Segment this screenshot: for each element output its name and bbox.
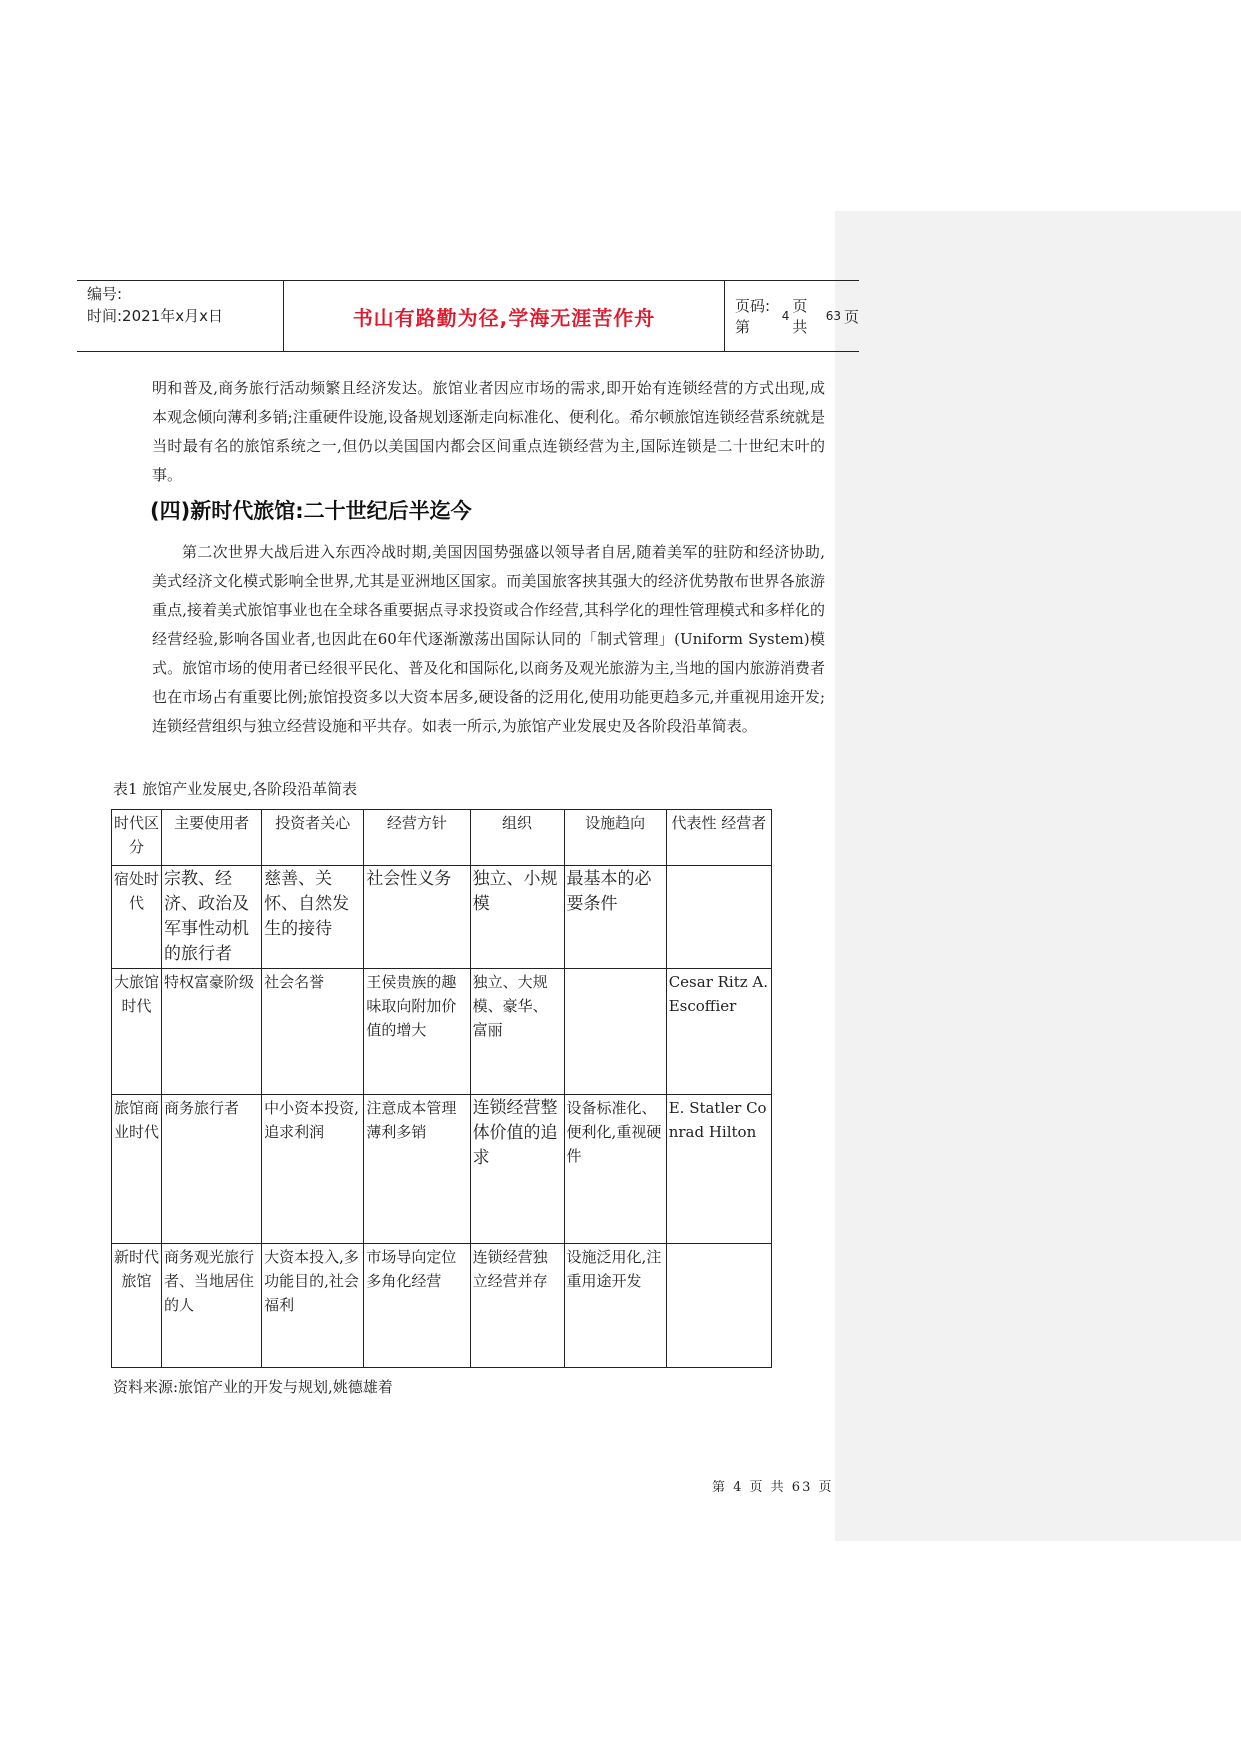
- header-cell: 组织: [470, 810, 564, 866]
- table-row: [112, 969, 772, 1095]
- table-cell: [666, 1244, 771, 1368]
- table-row: [112, 1244, 772, 1368]
- table-cell: 旅馆商业时代: [112, 1095, 162, 1244]
- table-cell: 市场导向定位多角化经营: [364, 1244, 470, 1368]
- comment-margin: [835, 211, 1241, 1541]
- header-number: 编号:: [87, 285, 123, 303]
- table-cell: 连锁经营整体价值的追求: [470, 1095, 564, 1244]
- table-cell: [666, 866, 771, 969]
- table-cell: 新时代旅馆: [112, 1244, 162, 1368]
- table-cell: 中小资本投资,追求利润: [262, 1095, 364, 1244]
- table-cell: 王侯贵族的趣味取向附加价值的增大: [364, 969, 470, 1095]
- table-cell: Cesar Ritz A.Escoffier: [666, 969, 771, 1095]
- header-cell: 代表性 经营者: [666, 810, 771, 866]
- table-cell: 大资本投入,多功能目的,社会福利: [262, 1244, 364, 1368]
- header-cell: 主要使用者: [162, 810, 262, 866]
- table-cell: 大旅馆时代: [112, 969, 162, 1095]
- table-cell: 独立、大规模、豪华、富丽: [470, 969, 564, 1095]
- table-cell: 设备标准化、便利化,重视硬件: [564, 1095, 666, 1244]
- header-page-number: [735, 281, 859, 351]
- table-cell: 社会性义务: [364, 866, 470, 969]
- table-cell: 最基本的必要条件: [564, 866, 666, 969]
- header-motto: 书山有路勤为径,学海无涯苦作舟: [283, 281, 725, 351]
- table-cell: 慈善、关怀、自然发生的接待: [262, 866, 364, 969]
- page-prefix: 页码:第: [735, 297, 771, 336]
- header-cell: 设施趋向: [564, 810, 666, 866]
- page-middle: 页 共: [792, 297, 808, 336]
- table-cell: 商务旅行者: [162, 1095, 262, 1244]
- paragraph-2: 第二次世界大战后进入东西冷战时期,美国因国势强盛以领导者自居,随着美军的驻防和经济协助,美式经济文化模式影响全世界,尤其是亚洲地区国家。而美国旅客挟其强大的经济优势散布世界各旅游重点,接着美式旅馆事业也在全球各重要据点寻求投资或合作经营,其科学化的理性管理模式和多样化的经营经验,影响各国业者,也因此在60年代逐渐激荡出国际认同的「制式管理」(Uniform System)模式。旅馆市场的使用者已经很平民化、普及化和国际化,以商务及观光旅游为主,当地的国内旅游消费者也在市场占有重要比例;旅馆投资多以大资本居多,硬设备的泛用化,使用功能更趋多元,并重视用途开发;连锁经营组织与独立经营设施和平共存。如表一所示,为旅馆产业发展史及各阶段沿革简表。: [152, 543, 825, 735]
- history-table: [111, 809, 772, 1368]
- page-current: 4: [781, 309, 790, 323]
- table-cell: 独立、小规模: [470, 866, 564, 969]
- paragraph-1: 明和普及,商务旅行活动频繁且经济发达。旅馆业者因应市场的需求,即开始有连锁经营的方式出现,成本观念倾向薄利多销;注重硬件设施,设备规划逐渐走向标准化、便利化。希尔顿旅馆连锁经营系统就是当时最有名的旅馆系统之一,但仍以美国国内都会区间重点连锁经营为主,国际连锁是二十世纪末叶的事。: [152, 379, 825, 484]
- table-header-row: [112, 810, 772, 866]
- table-caption: 表1 旅馆产业发展史,各阶段沿革简表: [113, 780, 358, 798]
- header-cell: 时代区分: [112, 810, 162, 866]
- page-header: [77, 280, 859, 352]
- header-info: [87, 283, 223, 327]
- header-time: 时间:2021年x月x日: [87, 307, 223, 325]
- table-cell: E. Statler Conrad Hilton: [666, 1095, 771, 1244]
- table-cell: 特权富豪阶级: [162, 969, 262, 1095]
- table-cell: 连锁经营独立经营并存: [470, 1244, 564, 1368]
- table-cell: [564, 969, 666, 1095]
- header-cell: 投资者关心: [262, 810, 364, 866]
- page-footer: 第 4 页 共 63 页: [712, 1480, 834, 1495]
- section-heading: (四)新时代旅馆:二十世纪后半迄今: [150, 499, 472, 523]
- table-cell: 商务观光旅行者、当地居住的人: [162, 1244, 262, 1368]
- page-suffix: 页: [843, 307, 859, 326]
- table-row: [112, 1095, 772, 1244]
- table-cell: 宗教、经济、政治及军事性动机的旅行者: [162, 866, 262, 969]
- table-cell: 社会名誉: [262, 969, 364, 1095]
- table-cell: 注意成本管理薄利多销: [364, 1095, 470, 1244]
- table-cell: 宿处时代: [112, 866, 162, 969]
- source-note: 资料来源:旅馆产业的开发与规划,姚德雄着: [113, 1378, 393, 1396]
- page-total: 63: [825, 309, 841, 323]
- table-cell: 设施泛用化,注重用途开发: [564, 1244, 666, 1368]
- header-cell: 经营方针: [364, 810, 470, 866]
- table-row: [112, 866, 772, 969]
